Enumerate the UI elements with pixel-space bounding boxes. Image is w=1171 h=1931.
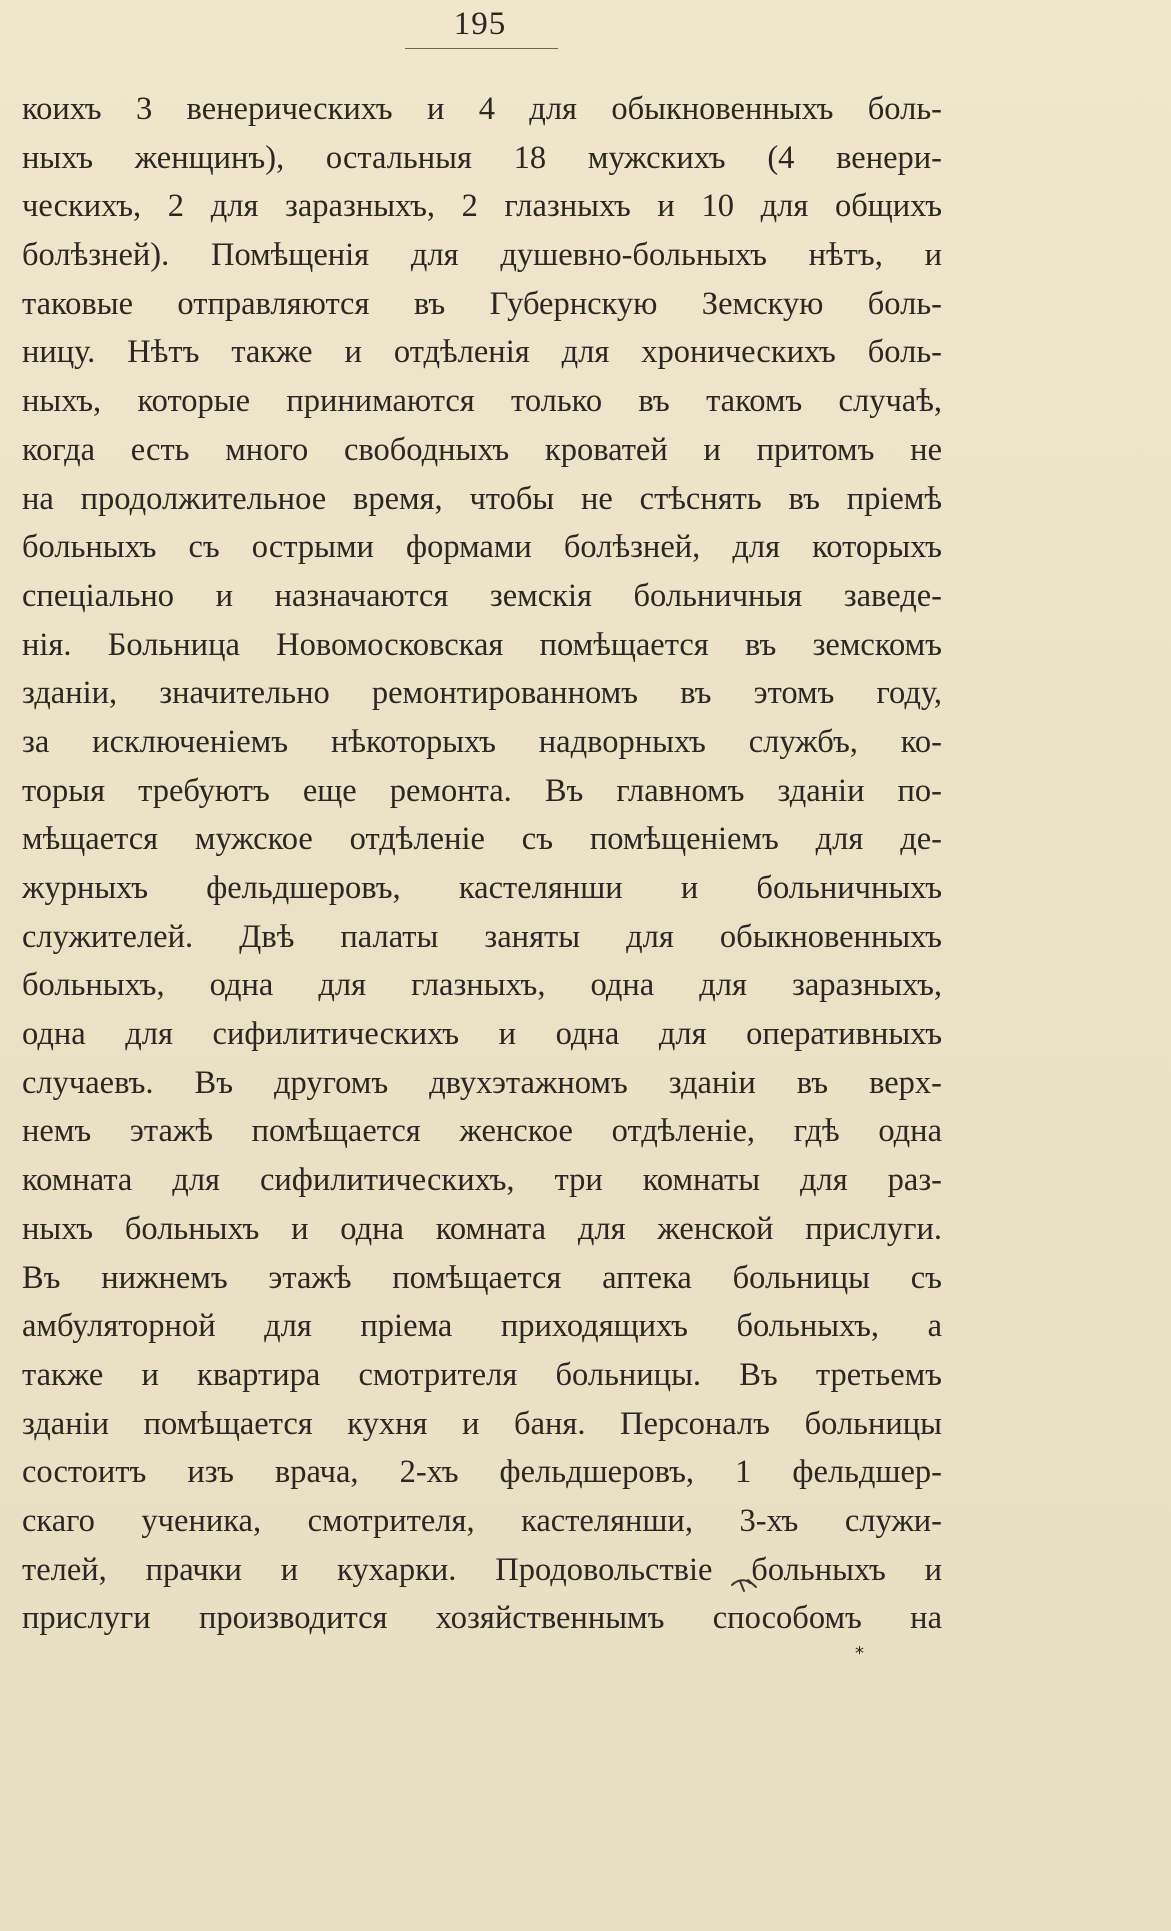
footnote-mark: * <box>855 1643 864 1664</box>
text-line: спеціально и назначаются земскія больничныя заведе- <box>22 577 942 614</box>
text-line: одна для сифилитическихъ и одна для оперативныхъ <box>22 1016 942 1053</box>
text-line: ницу. Нѣтъ также и отдѣленія для хроническихъ боль- <box>22 334 942 371</box>
page-number: 195 <box>453 6 507 42</box>
text-line: скаго ученика, смотрителя, кастелянши, 3-хъ служи- <box>22 1502 942 1539</box>
text-line: таковые отправляются въ Губернскую Земскую боль- <box>22 285 942 322</box>
text-line: журныхъ фельдшеровъ, кастелянши и больничныхъ <box>22 870 942 906</box>
text-line: за исключеніемъ нѣкоторыхъ надворныхъ службъ, ко- <box>22 723 942 760</box>
text-line: телей, прачки и кухарки. Продовольствіе больныхъ и <box>22 1551 942 1588</box>
text-line: немъ этажѣ помѣщается женское отдѣленіе, гдѣ одна <box>22 1113 942 1150</box>
text-line: зданіи помѣщается кухня и баня. Персоналъ больницы <box>22 1405 942 1442</box>
body-text <box>22 85 942 1643</box>
page-number-rule <box>405 48 558 49</box>
text-line: ныхъ, которые принимаются только въ такомъ случаѣ, <box>22 383 942 420</box>
text-line: когда есть много свободныхъ кроватей и притомъ не <box>22 431 942 468</box>
text-line: амбуляторной для пріема приходящихъ больныхъ, а <box>22 1308 942 1345</box>
text-line: ныхъ женщинъ), остальныя 18 мужскихъ (4 венери- <box>22 139 942 176</box>
text-line: комната для сифилитическихъ, три комнаты для раз- <box>22 1162 942 1199</box>
text-line: состоитъ изъ врача, 2-хъ фельдшеровъ, 1 фельдшер- <box>22 1454 942 1491</box>
text-line: случаевъ. Въ другомъ двухэтажномъ зданіи въ верх- <box>22 1064 942 1101</box>
text-line: нія. Больница Новомосковская помѣщается въ земскомъ <box>22 626 942 663</box>
text-line: коихъ 3 венерическихъ и 4 для обыкновенныхъ боль- <box>22 91 942 127</box>
text-line: также и квартира смотрителя больницы. Въ третьемъ <box>22 1356 942 1393</box>
text-line: зданіи, значительно ремонтированномъ въ этомъ году, <box>22 675 942 712</box>
text-line: больныхъ, одна для глазныхъ, одна для заразныхъ, <box>22 967 942 1004</box>
text-line: служителей. Двѣ палаты заняты для обыкновенныхъ <box>22 918 942 955</box>
text-line: торыя требуютъ еще ремонта. Въ главномъ зданіи по- <box>22 772 942 809</box>
text-line: на продолжительное время, чтобы не стѣснять въ пріемѣ <box>22 480 942 517</box>
text-line: ныхъ больныхъ и одна комната для женской прислуги. <box>22 1210 942 1247</box>
text-line: болѣзней). Помѣщенія для душевно-больныхъ нѣтъ, и <box>22 237 942 274</box>
text-line: Въ нижнемъ этажѣ помѣщается аптека больницы съ <box>22 1259 942 1296</box>
text-line: больныхъ съ острыми формами болѣзней, для которыхъ <box>22 529 942 566</box>
handwritten-correction-mark <box>728 1577 762 1603</box>
text-line: прислуги производится хозяйственнымъ способомъ на <box>22 1600 942 1637</box>
text-line: мѣщается мужское отдѣленіе съ помѣщеніемъ для де- <box>22 821 942 858</box>
text-line: ческихъ, 2 для заразныхъ, 2 глазныхъ и 10 для общихъ <box>22 188 942 225</box>
